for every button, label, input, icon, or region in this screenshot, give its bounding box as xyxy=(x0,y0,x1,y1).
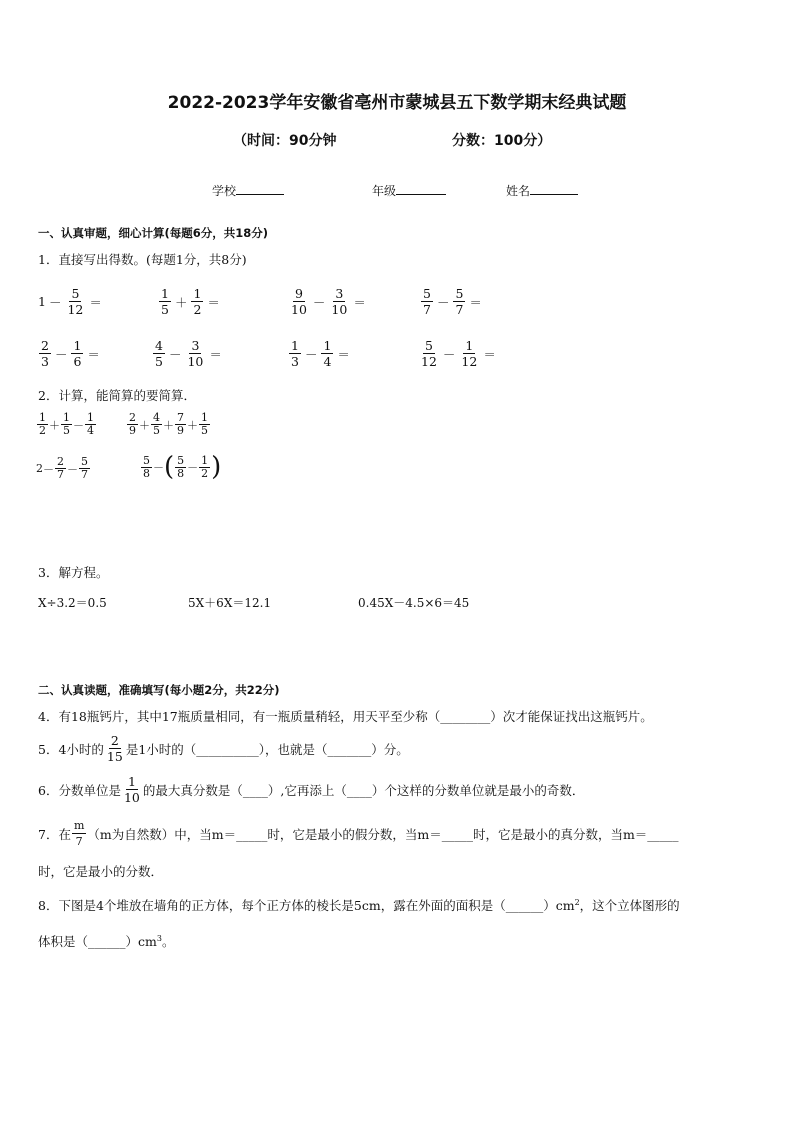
calc-1-8: $\frac{5}{12}$ － $\frac{1}{12}$ ＝ xyxy=(421,338,496,369)
school-field[interactable] xyxy=(212,182,284,199)
calc-2-1: $\frac{1}{2}$ ＋ $\frac{1}{5}$ － $\frac{1}{4}$ xyxy=(39,411,94,437)
exam-time: （时间：90分钟 xyxy=(233,133,337,149)
question-4: 4．有18瓶钙片，其中17瓶质量相同，有一瓶质量稍轻，用天平至少称（________）次才能保证找出这瓶钙片。 xyxy=(38,709,653,724)
exam-score: 分数：100分） xyxy=(452,133,552,149)
name-field[interactable] xyxy=(506,182,578,199)
calc-1-5: $\frac{2}{3}$ － $\frac{1}{6}$ ＝ xyxy=(41,338,100,369)
question-5: 5．4小时的 $\frac{2}{15}$ 是1小时的（__________），也就是（_______）分。 xyxy=(38,733,409,764)
calc-1-4: $\frac{5}{7}$ － $\frac{5}{7}$ ＝ xyxy=(423,286,482,317)
calc-2-3: 2 － $\frac{2}{7}$ － $\frac{5}{7}$ xyxy=(36,455,88,481)
grade-field[interactable] xyxy=(372,182,446,199)
calc-1-6: $\frac{4}{5}$ － $\frac{3}{10}$ ＝ xyxy=(155,338,222,369)
grade-label: 年级 xyxy=(372,184,397,198)
name-label: 姓名 xyxy=(506,184,531,198)
equation-3: 0.45X－4.5×6＝45 xyxy=(358,596,470,610)
calc-1-7: $\frac{1}{3}$ － $\frac{1}{4}$ ＝ xyxy=(291,338,350,369)
question-2: 2．计算，能简算的要简算． xyxy=(38,388,196,403)
question-1: 1．直接写出得数。(每题1分，共8分) xyxy=(38,252,247,267)
question-7: 7．在 $\frac{m}{7}$ （m为自然数）中，当m＝_____时，它是最小的假分数，当m＝_____时，它是最小的真分数，当m＝_____ xyxy=(38,819,679,848)
page-title: 2022-2023学年安徽省亳州市蒙城县五下数学期末经典试题 xyxy=(167,93,627,113)
equation-2: 5X＋6X＝12.1 xyxy=(188,596,272,610)
calc-1-1: 1 － $\frac{5}{12}$ ＝ xyxy=(38,286,102,317)
section1-heading: 一、认真审题，细心计算(每题6分，共18分) xyxy=(38,226,269,240)
section2-heading: 二、认真读题，准确填写(每小题2分，共22分) xyxy=(38,683,280,697)
question-6: 6．分数单位是 $\frac{1}{10}$ 的最大真分数是（____）,它再添上（____）个这样的分数单位就是最小的奇数． xyxy=(38,774,585,805)
question-8: 8．下图是4个堆放在墙角的正方体，每个正方体的棱长是5cm，露在外面的面积是$(\_\_\_\_\_\_)cm^2$，这个立体图形的 xyxy=(38,897,680,913)
question-3: 3．解方程。 xyxy=(38,565,109,580)
question-8-cont: 体积是$(\_\_\_\_\_\_)cm^3$。 xyxy=(38,933,175,949)
equation-1: X÷3.2＝0.5 xyxy=(38,596,107,610)
question-7-cont: 时，它是最小的分数． xyxy=(38,864,164,879)
school-label: 学校 xyxy=(212,184,237,198)
calc-1-3: $\frac{9}{10}$ － $\frac{3}{10}$ ＝ xyxy=(291,286,366,317)
calc-2-2: $\frac{2}{9}$ ＋ $\frac{4}{5}$ ＋ $\frac{7}{9}$ ＋ $\frac{1}{5}$ xyxy=(129,411,208,437)
calc-2-4: $\frac{5}{8}$ － ( $\frac{5}{8}$ － $\frac{1}{2}$ ) xyxy=(143,452,222,482)
calc-1-2: $\frac{1}{5}$ ＋ $\frac{1}{2}$ ＝ xyxy=(161,286,220,317)
